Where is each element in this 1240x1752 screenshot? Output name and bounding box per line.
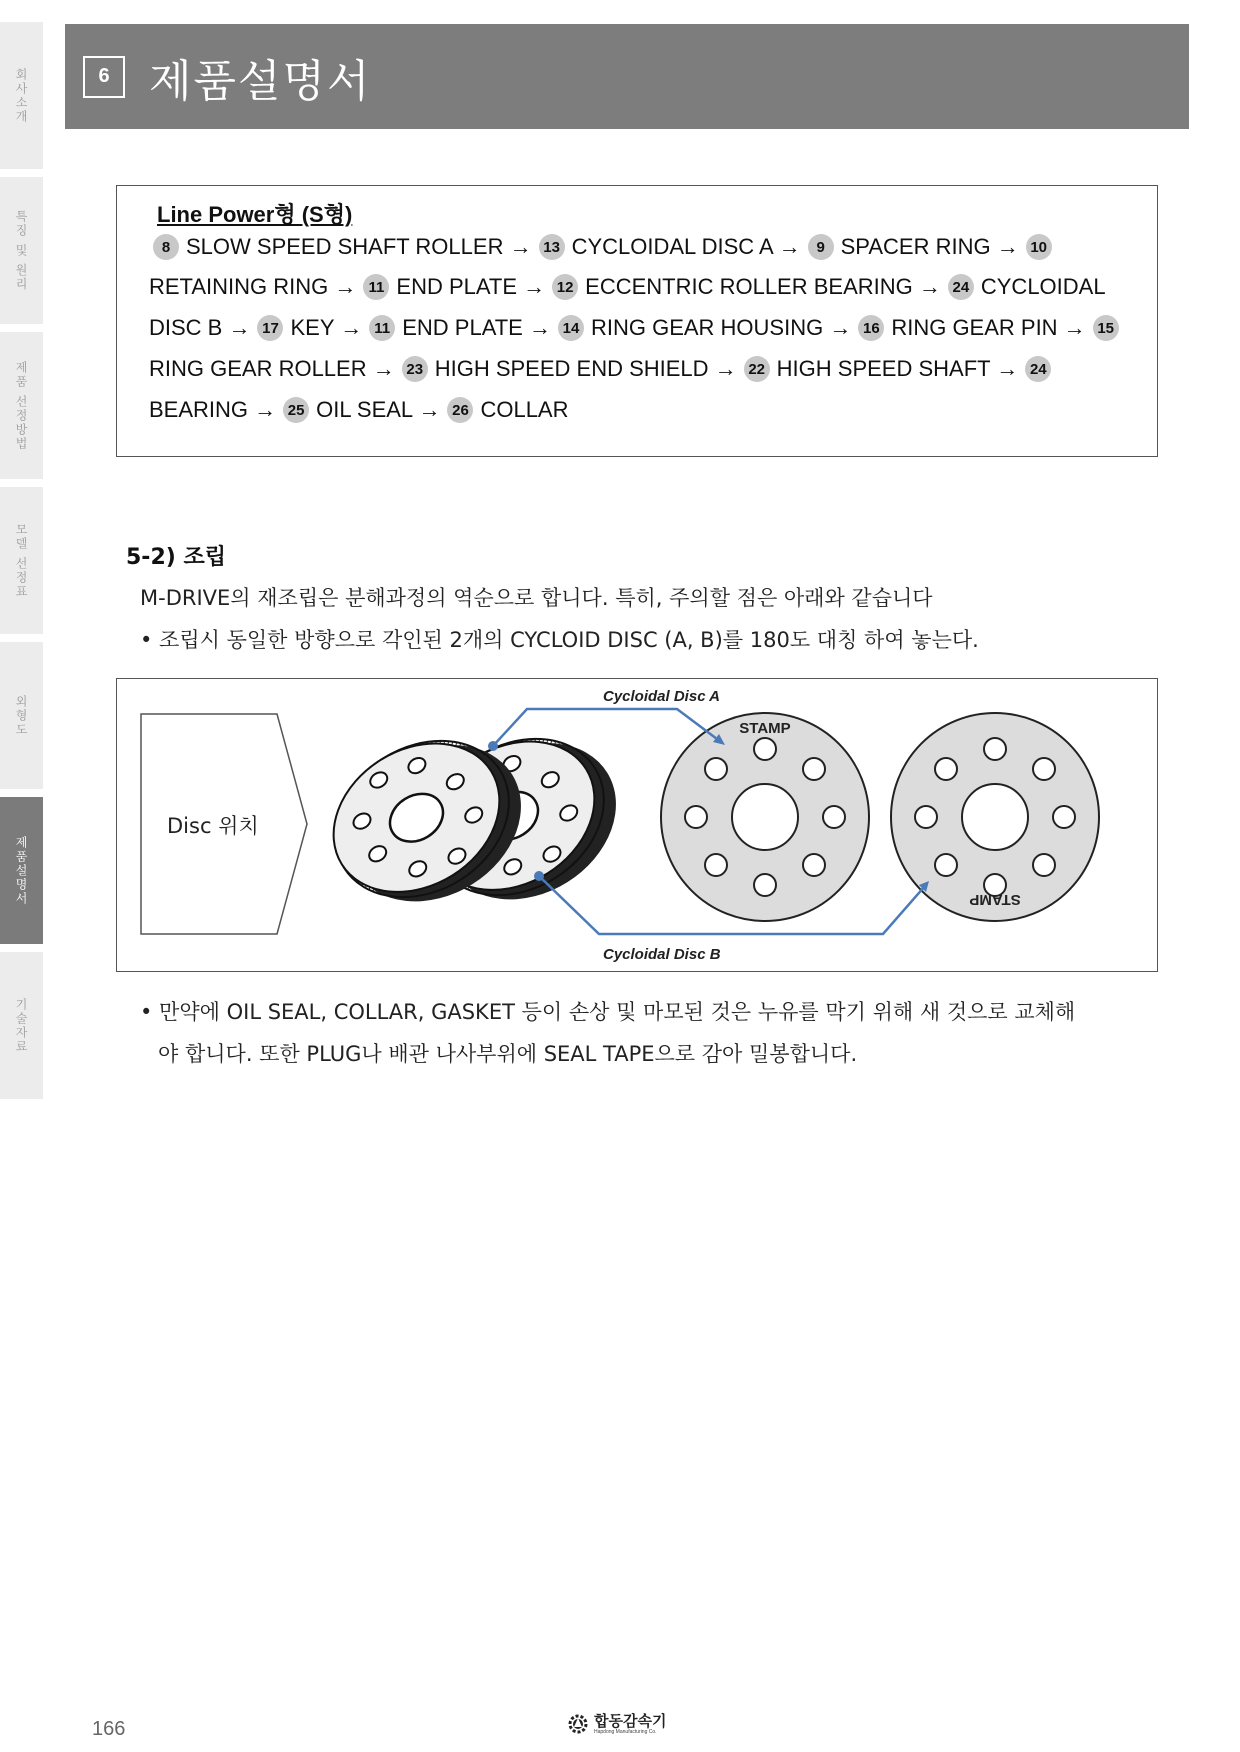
bullet-disc-orientation: • 조립시 동일한 방향으로 각인된 2개의 CYCLOID DISC (A, B)를 180도 대칭 하여 놓는다. [140,628,979,652]
sequence-line [146,356,1055,382]
part-name: RING GEAR ROLLER → [149,356,395,381]
part-name: CYCLOIDAL [980,274,1106,299]
page-header [65,24,1189,129]
bullet-replacement-line1: • 만약에 OIL SEAL, COLLAR, GASKET 등이 손상 및 마모된 것은 누유를 막기 위해 새 것으로 교체해 [140,1000,1076,1024]
part-number-badge: 24 [948,274,974,300]
sequence-title: Line Power형 (S형) [157,202,353,227]
part-number-badge: 11 [363,274,389,300]
sequence-line [146,315,1123,341]
sequence-line [146,274,1109,300]
section-title: 5-2) 조립 [126,545,226,570]
logo-subtext: Hapdong Manufacturing Co. [594,1729,657,1735]
part-name: OIL SEAL → [316,397,441,422]
part-name: SPACER RING → [840,234,1019,259]
side-tab-7[interactable] [0,952,43,1102]
gear-icon [566,1712,590,1736]
disc-position-label: Disc 위치 [167,814,259,838]
side-tab-2[interactable] [0,177,43,327]
part-name: BEARING → [149,397,277,422]
side-tab-4[interactable] [0,487,43,637]
part-name: END PLATE → [402,315,551,340]
disc-position-figure [116,678,1158,972]
disc-diagram [117,679,1159,973]
part-name: COLLAR [480,397,569,422]
part-number-badge: 24 [1025,356,1051,382]
part-name: SLOW SPEED SHAFT ROLLER → [186,234,532,259]
side-tab-6[interactable] [0,797,43,947]
part-name: DISC B → [149,315,251,340]
part-number-badge: 17 [257,315,283,341]
part-name: HIGH SPEED END SHIELD → [434,356,737,381]
dot-disc-b [534,871,544,881]
disc-a-label: Cycloidal Disc A [603,688,720,705]
part-name: RING GEAR HOUSING → [590,315,852,340]
side-tab-label: 회사소개 [14,67,28,124]
bullet-replacement-line2: 야 합니다. 또한 PLUG나 배관 나사부위에 SEAL TAPE으로 감아 밀봉합니다. [158,1042,858,1066]
sequence-line [146,397,572,423]
page-title: 제품설명서 [149,55,372,107]
flat-disc-a [661,713,869,921]
disc-a-3d [306,705,550,937]
sequence-box [116,185,1158,457]
side-tab-label: 모델 선정표 [14,522,28,599]
side-tab-label: 기술자료 [14,997,28,1054]
part-number-badge: 26 [447,397,473,423]
side-tab-5[interactable] [0,642,43,792]
logo-text: 합동감속기 [594,1712,667,1730]
side-tab-label: 특징 및 원리 [14,209,28,292]
part-number-badge: 22 [744,356,770,382]
side-tab-3[interactable] [0,332,43,482]
disc-b-label: Cycloidal Disc B [603,946,721,963]
part-name: RING GEAR PIN → [891,315,1086,340]
chapter-number: 6 [83,56,125,98]
side-tab-label: 제품설명서 [14,835,28,906]
part-number-badge: 15 [1093,315,1119,341]
part-number-badge: 10 [1026,234,1052,260]
stamp-label-b: STAMP [969,891,1021,908]
part-number-badge: 11 [369,315,395,341]
side-tab-label: 외형도 [14,694,28,737]
part-number-badge: 25 [283,397,309,423]
intro-paragraph: M-DRIVE의 재조립은 분해과정의 역순으로 합니다. 특히, 주의할 점은 아래와 같습니다 [140,586,933,610]
page-number: 166 [92,1718,126,1740]
part-number-badge: 13 [539,234,565,260]
part-number-badge: 23 [402,356,428,382]
part-number-badge: 9 [808,234,834,260]
part-name: KEY → [290,315,363,340]
side-tab-1[interactable] [0,22,43,172]
part-number-badge: 16 [858,315,884,341]
part-number-badge: 14 [558,315,584,341]
part-name: CYCLOIDAL DISC A → [571,234,801,259]
sequence-line [149,234,1056,260]
part-name: ECCENTRIC ROLLER BEARING → [585,274,941,299]
side-tab-label: 제품 선정방법 [14,360,28,451]
dot-disc-a [488,741,498,751]
part-number-badge: 8 [153,234,179,260]
part-number-badge: 12 [552,274,578,300]
company-logo [566,1712,666,1736]
stamp-label-a: STAMP [739,720,791,737]
part-name: RETAINING RING → [149,274,357,299]
part-name: HIGH SPEED SHAFT → [776,356,1019,381]
part-name: END PLATE → [396,274,546,299]
